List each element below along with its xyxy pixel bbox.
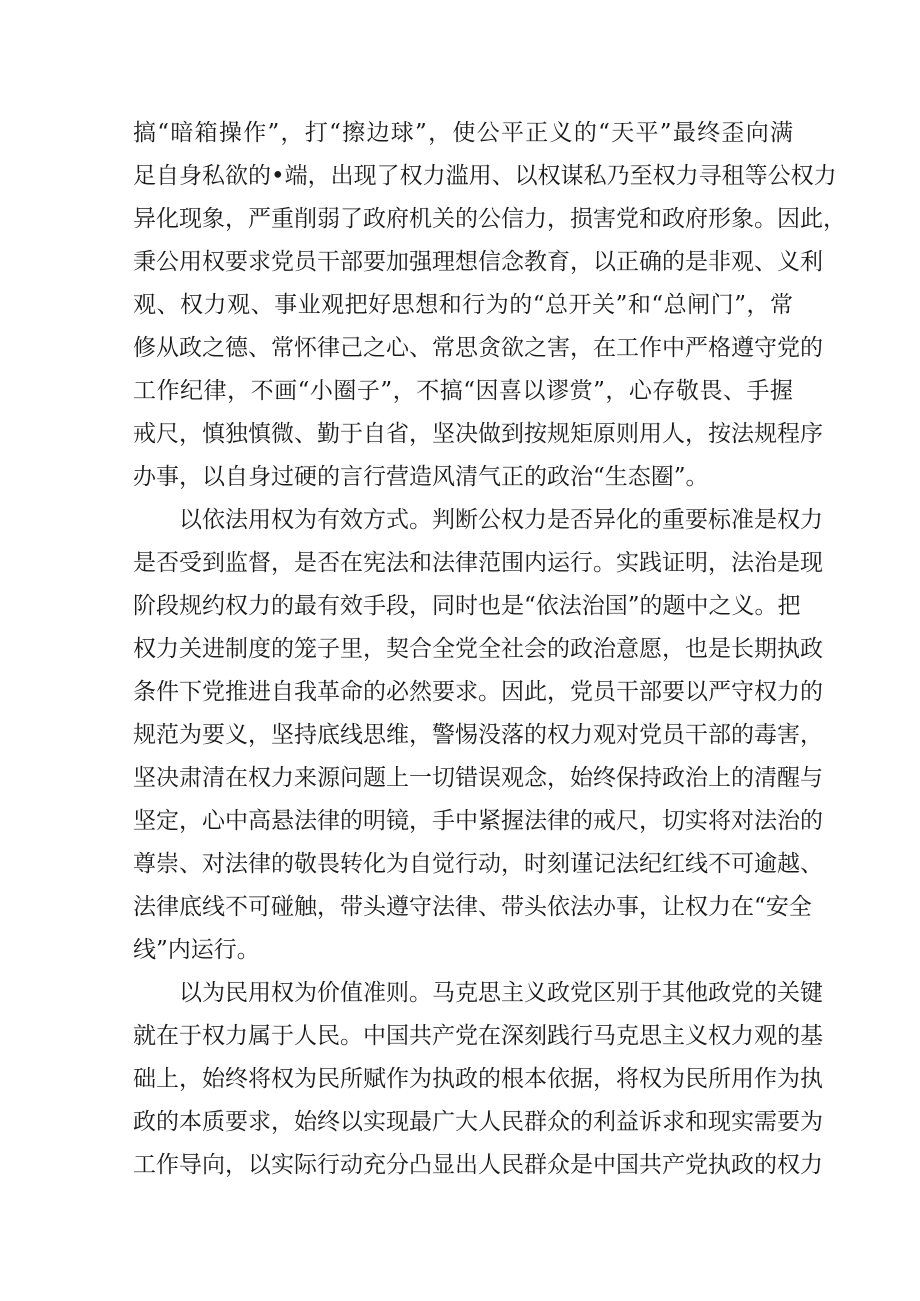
text-line: 秉公用权要求党员干部要加强理想信念教育，以正确的是非观、义利 — [133, 249, 823, 275]
text-line: 办事，以自身过硬的言行营造风清气正的政治“生态圈”。 — [133, 464, 709, 490]
text-line: 以依法用权为有效方式。判断公权力是否异化的重要标准是权力 — [179, 507, 823, 533]
text-line: 是否受到监督，是否在宪法和法律范围内运行。实践证明，法治是现 — [133, 550, 823, 576]
paragraph-1 — [133, 112, 846, 499]
text-line: 坚决肃清在权力来源问题上一切错误观念，始终保持政治上的清醒与 — [133, 765, 823, 791]
text-line: 政的本质要求，始终以实现最广大人民群众的利益诉求和现实需要为 — [133, 1109, 823, 1135]
text-line: 修从政之德、常怀律己之心、常思贪欲之害，在工作中严格遵守党的 — [133, 335, 823, 361]
text-line: 权力关进制度的笼子里，契合全党全社会的政治意愿，也是长期执政 — [133, 636, 823, 662]
document-body — [133, 112, 846, 1187]
text-line: 阶段规约权力的最有效手段，同时也是“依法治国”的题中之义。把 — [133, 593, 801, 619]
text-line: 异化现象，严重削弱了政府机关的公信力，损害党和政府形象。因此， — [133, 206, 846, 232]
text-line: 足自身私欲的•端，出现了权力滥用、以权谋私乃至权力寻租等公权力 — [133, 163, 837, 189]
text-line: 以为民用权为价值准则。马克思主义政党区别于其他政党的关键 — [179, 980, 823, 1006]
text-line: 工作纪律，不画“小圈子”，不搞“因喜以谬赏”，心存敬畏、手握 — [133, 378, 793, 404]
text-line: 观、权力观、事业观把好思想和行为的“总开关”和“总闸门”，常 — [133, 292, 793, 318]
text-line: 搞“暗箱操作”，打“擦边球”，使公平正义的“天平”最终歪向满 — [133, 120, 793, 146]
paragraph-3 — [133, 972, 823, 1187]
text-line: 础上，始终将权为民所赋作为执政的根本依据，将权为民所用作为执 — [133, 1066, 823, 1092]
text-line: 条件下党推进自我革命的必然要求。因此，党员干部要以严守权力的 — [133, 679, 823, 705]
text-line: 尊崇、对法律的敬畏转化为自觉行动，时刻谨记法纪红线不可逾越、 — [133, 851, 823, 877]
text-line: 法律底线不可碰触，带头遵守法律、带头依法办事，让权力在“安全 — [133, 894, 812, 920]
text-line: 就在于权力属于人民。中国共产党在深刻践行马克思主义权力观的基 — [133, 1023, 823, 1049]
paragraph-2 — [133, 499, 823, 972]
text-line: 线”内运行。 — [133, 937, 260, 963]
text-line: 工作导向，以实际行动充分凸显出人民群众是中国共产党执政的权力 — [133, 1152, 823, 1178]
text-line: 坚定，心中高悬法律的明镜，手中紧握法律的戒尺，切实将对法治的 — [133, 808, 823, 834]
text-line: 戒尺，慎独慎微、勤于自省，坚决做到按规矩原则用人，按法规程序 — [133, 421, 823, 447]
text-line: 规范为要义，坚持底线思维，警惕没落的权力观对党员干部的毒害， — [133, 722, 823, 748]
